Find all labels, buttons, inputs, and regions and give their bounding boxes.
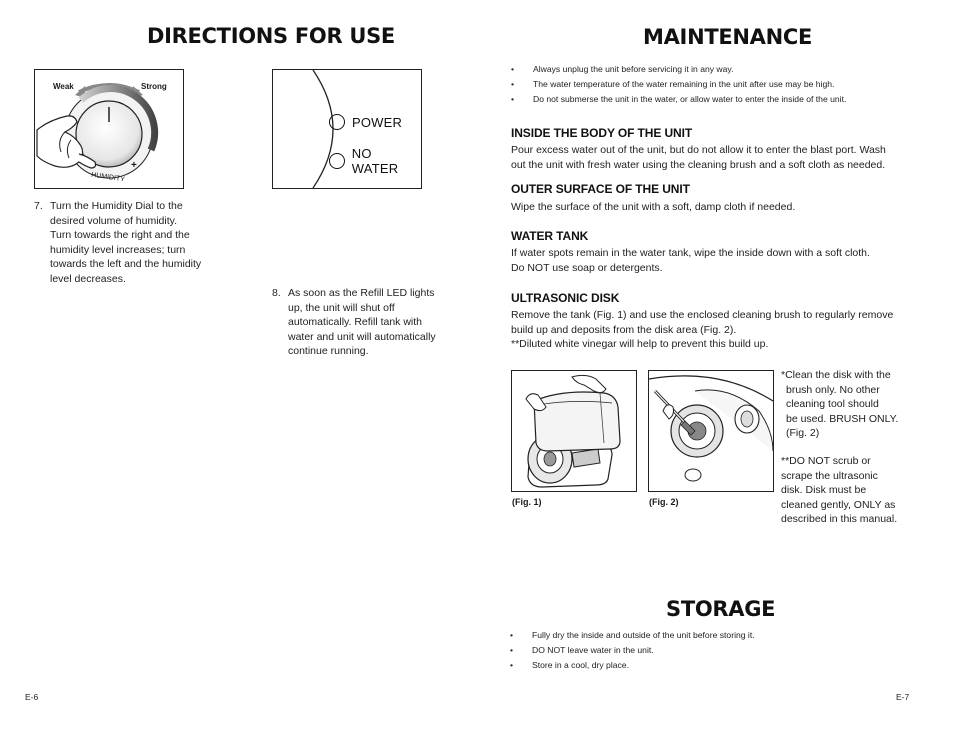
led-indicator-figure — [272, 69, 422, 189]
disk-text — [511, 308, 931, 352]
storage-title: STORAGE — [666, 597, 776, 621]
note-line: scrape the ultrasonic — [781, 469, 878, 482]
dial-weak-label: Weak — [53, 82, 74, 91]
step-7-number: 7. — [34, 200, 43, 212]
outer-heading: OUTER SURFACE OF THE UNIT — [511, 182, 690, 196]
disk-line: build up and deposits from the disk area (Fig. 2). — [511, 323, 737, 336]
step-8-number: 8. — [272, 287, 281, 299]
dial-humidity-label: HUMIDITY — [90, 171, 126, 184]
directions-title: DIRECTIONS FOR USE — [147, 24, 395, 48]
power-led-icon — [329, 114, 345, 130]
no-water-led-icon — [329, 153, 345, 169]
note-line: **DO NOT scrub or — [781, 455, 871, 467]
step-7 — [34, 199, 250, 286]
do-not-scrub-note — [781, 454, 921, 527]
step-7-line: towards the left and the humidity — [50, 258, 202, 270]
note-line: (Fig. 2) — [786, 427, 820, 439]
step-7-line: humidity level increases; turn — [50, 243, 186, 256]
inside-line: out the unit with fresh water using the cleaning brush and a soft cloth as needed. — [511, 158, 886, 171]
outer-text — [511, 200, 931, 215]
humidity-dial-figure — [34, 69, 184, 189]
step-8-line: up, the unit will shut off — [288, 301, 395, 314]
page-number-left: E-6 — [25, 692, 39, 702]
note-line: be used. BRUSH ONLY. — [786, 412, 899, 425]
note-line: disk. Disk must be — [781, 484, 867, 496]
step-7-line: Turn towards the right and the — [50, 229, 190, 241]
step-7-line: level decreases. — [50, 272, 126, 285]
dial-strong-label: Strong — [141, 82, 167, 91]
note-line: *Clean the disk with the — [781, 369, 891, 381]
inside-heading: INSIDE THE BODY OF THE UNIT — [511, 126, 693, 140]
step-8 — [272, 286, 478, 359]
step-7-line: Turn the Humidity Dial to the — [50, 200, 183, 212]
maintenance-bullet: • The water temperature of the water remaining in the unit after use may be high. — [511, 77, 931, 92]
fig-1-tank-removal — [511, 370, 637, 492]
fig-1-label: (Fig. 1) — [512, 497, 542, 507]
step-8-line: water and unit will automatically — [288, 330, 436, 343]
step-8-line: As soon as the Refill LED lights — [288, 287, 435, 299]
no-water-led-label: NO WATER — [351, 146, 399, 176]
note-line: cleaning tool should — [786, 398, 879, 410]
fig-2-disk-cleaning — [648, 370, 774, 492]
inside-line: Pour excess water out of the unit, but do not allow it to enter the blast port. Wash — [511, 144, 886, 156]
disk-line: **Diluted white vinegar will help to prevent this build up. — [511, 338, 769, 350]
step-7-line: desired volume of humidity. — [50, 214, 178, 227]
note-line: cleaned gently, ONLY as — [781, 498, 896, 511]
storage-bullet: • Store in a cool, dry place. — [510, 658, 930, 673]
tank-text — [511, 246, 931, 275]
maintenance-bullet: • Always unplug the unit before servicing it in any way. — [511, 62, 931, 77]
no-water-led-row — [329, 146, 421, 176]
storage-bullet: • DO NOT leave water in the unit. — [510, 643, 930, 658]
tank-heading: WATER TANK — [511, 229, 589, 243]
disk-cleaning-illustration — [649, 371, 773, 491]
maintenance-title: MAINTENANCE — [643, 25, 813, 49]
storage-bullets — [510, 628, 930, 673]
power-led-label: POWER — [352, 114, 403, 130]
tank-line: If water spots remain in the water tank, wipe the inside down with a soft cloth. — [511, 247, 870, 259]
outer-line: Wipe the surface of the unit with a soft, damp cloth if needed. — [511, 201, 796, 213]
step-8-line: automatically. Refill tank with — [288, 316, 423, 328]
inside-text — [511, 143, 931, 172]
maintenance-bullet: • Do not submerse the unit in the water, or allow water to enter the inside of the unit. — [511, 92, 931, 107]
power-led-row — [329, 114, 402, 130]
fig-2-label: (Fig. 2) — [649, 497, 679, 507]
maintenance-bullets — [511, 62, 931, 107]
brush-only-note — [781, 368, 921, 441]
note-line: described in this manual. — [781, 513, 898, 525]
step-8-line: continue running. — [288, 345, 369, 357]
disk-heading: ULTRASONIC DISK — [511, 291, 620, 305]
note-line: brush only. No other — [786, 383, 880, 396]
tank-removal-illustration — [512, 371, 636, 491]
dial-plus-mark: + — [131, 160, 137, 171]
disk-line: Remove the tank (Fig. 1) and use the enclosed cleaning brush to regularly remove — [511, 309, 894, 321]
page-number-right: E-7 — [896, 692, 910, 702]
storage-bullet: • Fully dry the inside and outside of the unit before storing it. — [510, 628, 930, 643]
tank-line: Do NOT use soap or detergents. — [511, 261, 663, 274]
